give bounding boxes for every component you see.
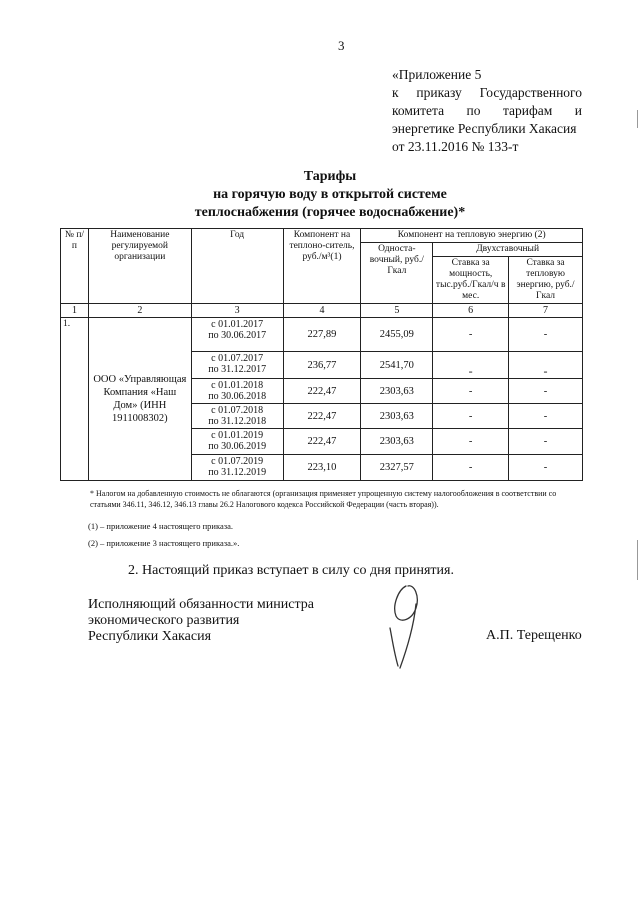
energy-rate-value: - xyxy=(509,404,583,429)
header-double-rate: Двухставочный xyxy=(433,243,583,257)
effective-date-paragraph: 2. Настоящий приказ вступает в силу со дня принятия. xyxy=(128,563,454,578)
period-to: по 31.12.2019 xyxy=(208,467,267,478)
title-line-1: Тарифы xyxy=(303,169,357,184)
power-rate-value: - xyxy=(433,429,509,455)
handwritten-signature xyxy=(368,580,448,680)
signer-block xyxy=(88,597,314,645)
period-cell xyxy=(191,455,283,481)
period-cell xyxy=(191,318,283,352)
single-rate-value: 2541,70 xyxy=(361,352,433,379)
header-energy-rate: Ставка за тепловую энергию, руб./Гкал xyxy=(509,257,583,304)
period-cell xyxy=(191,379,283,404)
col-number: 4 xyxy=(283,304,361,318)
appendix-line-3: комитета по тарифам и xyxy=(392,103,582,118)
single-rate-value: 2303,63 xyxy=(361,429,433,455)
carrier-value: 222,47 xyxy=(283,404,361,429)
energy-rate-value: - xyxy=(509,379,583,404)
col-number: 1 xyxy=(61,304,89,318)
energy-rate-value: - xyxy=(509,318,583,352)
signer-line-2: экономического развития xyxy=(88,613,240,628)
period-from: с 01.07.2018 xyxy=(211,405,264,416)
carrier-value: 222,47 xyxy=(283,379,361,404)
power-rate-value: - xyxy=(433,318,509,352)
period-from: с 01.01.2018 xyxy=(211,380,264,391)
notes xyxy=(88,518,239,552)
header-power-rate: Ставка за мощность, тыс.руб./Гкал/ч в мес. xyxy=(433,257,509,304)
page-number: 3 xyxy=(338,38,345,53)
carrier-value: 223,10 xyxy=(283,455,361,481)
header-num: № п/п xyxy=(61,229,89,304)
title-line-2: на горячую воду в открытой системе xyxy=(213,187,447,202)
single-rate-value: 2303,63 xyxy=(361,404,433,429)
header-carrier-component: Компонент на теплоно-ситель, руб./м³(1) xyxy=(283,229,361,304)
signer-line-3: Республики Хакасия xyxy=(88,629,212,644)
note-1: (1) – приложение 4 настоящего приказа. xyxy=(88,521,233,531)
period-to: по 31.12.2018 xyxy=(208,416,267,427)
vat-footnote: * Налогом на добавленную стоимость не облагаются (организация применяет упрощенную систему налогообложения в соответствии со статьями 346.11, 346.12, 346.13 главы 26.2 Налогового кодекса Российской Федерации (часть вторая)). xyxy=(90,489,557,509)
period-to: по 30.06.2019 xyxy=(208,441,267,452)
col-number: 7 xyxy=(509,304,583,318)
carrier-value: 227,89 xyxy=(283,318,361,352)
period-cell xyxy=(191,404,283,429)
header-year: Год xyxy=(191,229,283,304)
carrier-value: 222,47 xyxy=(283,429,361,455)
note-2: (2) – приложение 3 настоящего приказа.». xyxy=(88,538,240,548)
power-rate-value: - xyxy=(433,455,509,481)
appendix-header xyxy=(392,66,582,156)
single-rate-value: 2303,63 xyxy=(361,379,433,404)
header-single-rate: Односта-вочный, руб./Гкал xyxy=(361,243,433,304)
table-row xyxy=(61,318,583,352)
column-number-row xyxy=(61,304,583,318)
scan-edge-mark xyxy=(637,110,638,128)
energy-rate-value: - xyxy=(509,352,583,379)
period-to: по 30.06.2018 xyxy=(208,391,267,402)
col-number: 5 xyxy=(361,304,433,318)
period-cell xyxy=(191,352,283,379)
energy-rate-value: - xyxy=(509,455,583,481)
header-organization: Наименование регулируемой организации xyxy=(88,229,191,304)
single-rate-value: 2455,09 xyxy=(361,318,433,352)
scan-edge-mark xyxy=(637,540,638,580)
organization-name: ООО «Управляющая Компания «Наш Дом» (ИНН 1911008302) xyxy=(88,318,191,481)
period-from: с 01.01.2017 xyxy=(211,319,264,330)
period-to: по 30.06.2017 xyxy=(208,330,267,341)
carrier-value: 236,77 xyxy=(283,352,361,379)
tariff-table xyxy=(60,228,583,481)
single-rate-value: 2327,57 xyxy=(361,455,433,481)
period-to: по 31.12.2017 xyxy=(208,364,267,375)
period-from: с 01.01.2019 xyxy=(211,430,264,441)
period-from: с 01.07.2019 xyxy=(211,456,264,467)
col-number: 3 xyxy=(191,304,283,318)
signer-line-1: Исполняющий обязанности министра xyxy=(88,597,314,612)
col-number: 6 xyxy=(433,304,509,318)
energy-rate-value: - xyxy=(509,429,583,455)
period-from: с 01.07.2017 xyxy=(211,353,264,364)
appendix-line-5: от 23.11.2016 № 133-т xyxy=(392,139,519,154)
power-rate-value: - xyxy=(433,379,509,404)
period-cell xyxy=(191,429,283,455)
title-line-3: теплоснабжения (горячее водоснабжение)* xyxy=(194,205,466,220)
appendix-line-1: «Приложение 5 xyxy=(392,67,482,82)
document-title xyxy=(150,168,510,222)
row-number: 1. xyxy=(61,318,89,481)
appendix-line-2: к приказу Государственного xyxy=(392,85,582,100)
appendix-line-4: энергетике Республики Хакасия xyxy=(392,121,577,136)
signer-name: А.П. Терещенко xyxy=(486,628,582,643)
col-number: 2 xyxy=(88,304,191,318)
header-energy-component: Компонент на тепловую энергию (2) xyxy=(361,229,583,243)
power-rate-value: - xyxy=(433,404,509,429)
power-rate-value: - xyxy=(433,352,509,379)
